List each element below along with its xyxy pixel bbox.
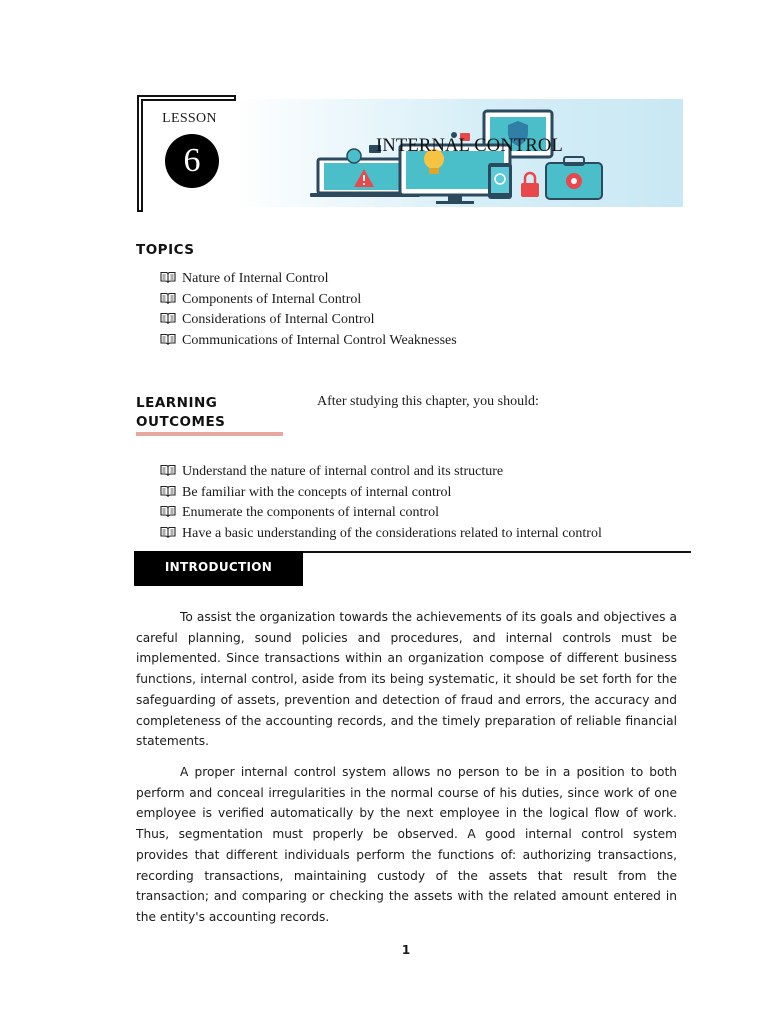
heading-underline	[136, 432, 283, 436]
topic-text: Nature of Internal Control	[182, 271, 329, 286]
introduction-label: INTRODUCTION	[164, 560, 273, 574]
learning-outcomes-intro: After studying this chapter, you should:	[317, 394, 539, 409]
open-book-icon	[160, 526, 176, 538]
list-item	[160, 524, 602, 545]
topics-list	[160, 269, 457, 351]
lesson-number: 6	[165, 134, 219, 188]
list-item	[160, 269, 457, 290]
open-book-icon	[160, 292, 176, 304]
lesson-banner	[236, 99, 683, 207]
list-item	[160, 331, 457, 352]
open-book-icon	[160, 464, 176, 476]
outcomes-list	[160, 462, 602, 544]
open-book-icon	[160, 312, 176, 324]
topic-text: Communications of Internal Control Weaknesses	[182, 332, 457, 348]
open-book-icon	[160, 485, 176, 497]
topic-text: Components of Internal Control	[182, 291, 362, 307]
open-book-icon	[160, 271, 176, 283]
list-item	[160, 503, 602, 524]
introduction-paragraph-2: A proper internal control system allows no person to be in a position to both perform and conceal irregularities in the normal course of his duties, since work of one employee is verified automatically by the next employee in the logical flow of work. Thus, segmentation must properly be observed. A good internal control system provides that different individuals perform the functions of: authorizing transactions, recording transactions, maintaining custody of the assets that result from the transaction; and comparing or checking the assets with the related amount entered in the entity's accounting records.	[136, 765, 677, 924]
learning-outcomes-heading-line1: LEARNING	[136, 395, 218, 411]
section-divider	[303, 551, 691, 553]
learning-outcomes-heading-line2: OUTCOMES	[136, 414, 226, 430]
outcome-text: Enumerate the components of internal control	[182, 505, 439, 521]
topic-text: Considerations of Internal Control	[182, 312, 375, 328]
outcome-text: Understand the nature of internal control and its structure	[182, 464, 504, 479]
outcome-text: Have a basic understanding of the considerations related to internal control	[182, 525, 602, 541]
outcome-text: Be familiar with the concepts of internal control	[182, 484, 452, 500]
lesson-label: LESSON	[162, 111, 217, 126]
list-item	[160, 462, 602, 483]
introduction-header	[134, 551, 303, 586]
list-item	[160, 290, 457, 311]
learning-outcomes-heading	[136, 394, 225, 432]
topics-heading: TOPICS	[136, 242, 195, 258]
lesson-title: INTERNAL CONTROL	[376, 136, 563, 156]
lesson-badge	[141, 99, 236, 212]
list-item	[160, 483, 602, 504]
page-number: 1	[401, 943, 411, 957]
list-item	[160, 310, 457, 331]
open-book-icon	[160, 505, 176, 517]
introduction-paragraph-1: To assist the organization towards the achievements of its goals and objectives a careful planning, sound policies and procedures, and internal controls must be implemented. Since transactions within an organization compose of different business functions, internal control, aside from its being systematic, it should be set forth for the safeguarding of assets, prevention and detection of fraud and errors, the accuracy and completeness of the accounting records, and the timely preparation of reliable financial statements.	[136, 610, 677, 749]
open-book-icon	[160, 333, 176, 345]
